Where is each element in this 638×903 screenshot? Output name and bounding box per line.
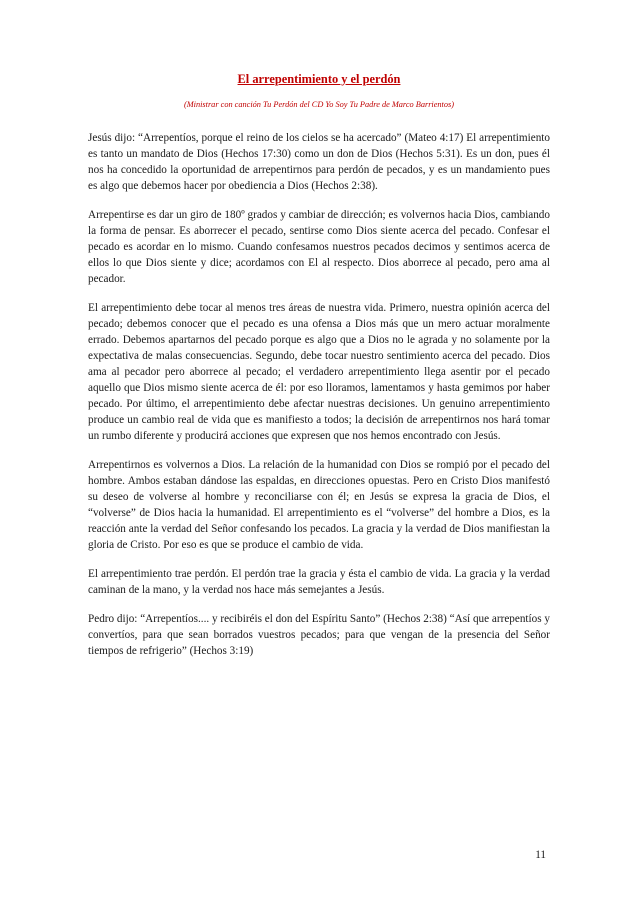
page-title: El arrepentimiento y el perdón <box>237 72 401 86</box>
paragraph: Jesús dijo: “Arrepentíos, porque el reino de los cielos se ha acercado” (Mateo 4:17) El arrepentimiento es tanto un mandato de Dios (Hechos 17:30) como un don de Dios (Hechos 5:31). Es un don, pues él nos ha concedido la oportunidad de arrepentirnos para perdón de pecados, y es un mandamiento pues es algo que debemos hacer por obediencia a Dios (Hechos 2:38). <box>88 132 550 192</box>
document-body <box>88 130 550 659</box>
page-number: 11 <box>535 849 546 861</box>
paragraph: El arrepentimiento debe tocar al menos tres áreas de nuestra vida. Primero, nuestra opinión acerca del pecado; debemos conocer que el pecado es una ofensa a Dios más que un mero actuar moralmente errado. Debemos apartarnos del pecado porque es algo que a Dios no le agrada y no solamente por la expectativa de malas consecuencias. Segundo, debe tocar nuestro sentimiento acerca del pecado. Dios ama al pecador pero aborrece al pecado; el verdadero arrepentimiento llega asentir por el pecado aquello que Dios mismo siente acerca de él: por eso lloramos, lamentamos y hasta gemimos por haber pecado. Por último, el arrepentimiento debe afectar nuestras decisiones. Un genuino arrepentimiento produce un cambio real de vida que es manifiesto a todos; la decisión de arrepentirnos nos hará tomar un rumbo diferente y producirá acciones que expresen que nos hemos encontrado con Jesús. <box>88 302 550 442</box>
paragraph: Arrepentirse es dar un giro de 180º grados y cambiar de dirección; es volvernos hacia Dios, cambiando la forma de pensar. Es aborrecer el pecado, sentirse como Dios siente acerca del pecado. Confesar el pecado es acordar en lo mismo. Cuando confesamos nuestros pecados decimos y sentimos acerca de ellos lo que Dios siente y dice; acordamos con El al respecto. Dios aborrece al pecado, pero ama al pecador. <box>88 209 550 285</box>
paragraph: Pedro dijo: “Arrepentíos.... y recibiréis el don del Espíritu Santo” (Hechos 2:38) “Así que arrepentíos y convertíos, para que sean borrados vuestros pecados; para que vengan de la presencia del Señor tiempos de refrigerio” (Hechos 3:19) <box>88 613 550 657</box>
paragraph: Arrepentirnos es volvernos a Dios. La relación de la humanidad con Dios se rompió por el pecado del hombre. Ambos estaban dándose las espaldas, en direcciones opuestas. Pero en Cristo Dios manifestó su deseo de volverse al hombre y reconciliarse con él; en Jesús se expresa la gracia de Dios, el “volverse” de Dios hacia la humanidad. El arrepentimiento es el “volverse” del hombre a Dios, es la reacción ante la verdad del Señor confesando los pecados. La gracia y la verdad de Dios manifiestan la gloria de Cristo. Por eso es que se produce el cambio de vida. <box>88 459 550 551</box>
page-subtitle: (Ministrar con canción Tu Perdón del CD Yo Soy Tu Padre de Marco Barrientos) <box>183 100 455 109</box>
paragraph: El arrepentimiento trae perdón. El perdón trae la gracia y ésta el cambio de vida. La gracia y la verdad caminan de la mano, y la verdad nos hace más semejantes a Jesús. <box>88 568 550 596</box>
